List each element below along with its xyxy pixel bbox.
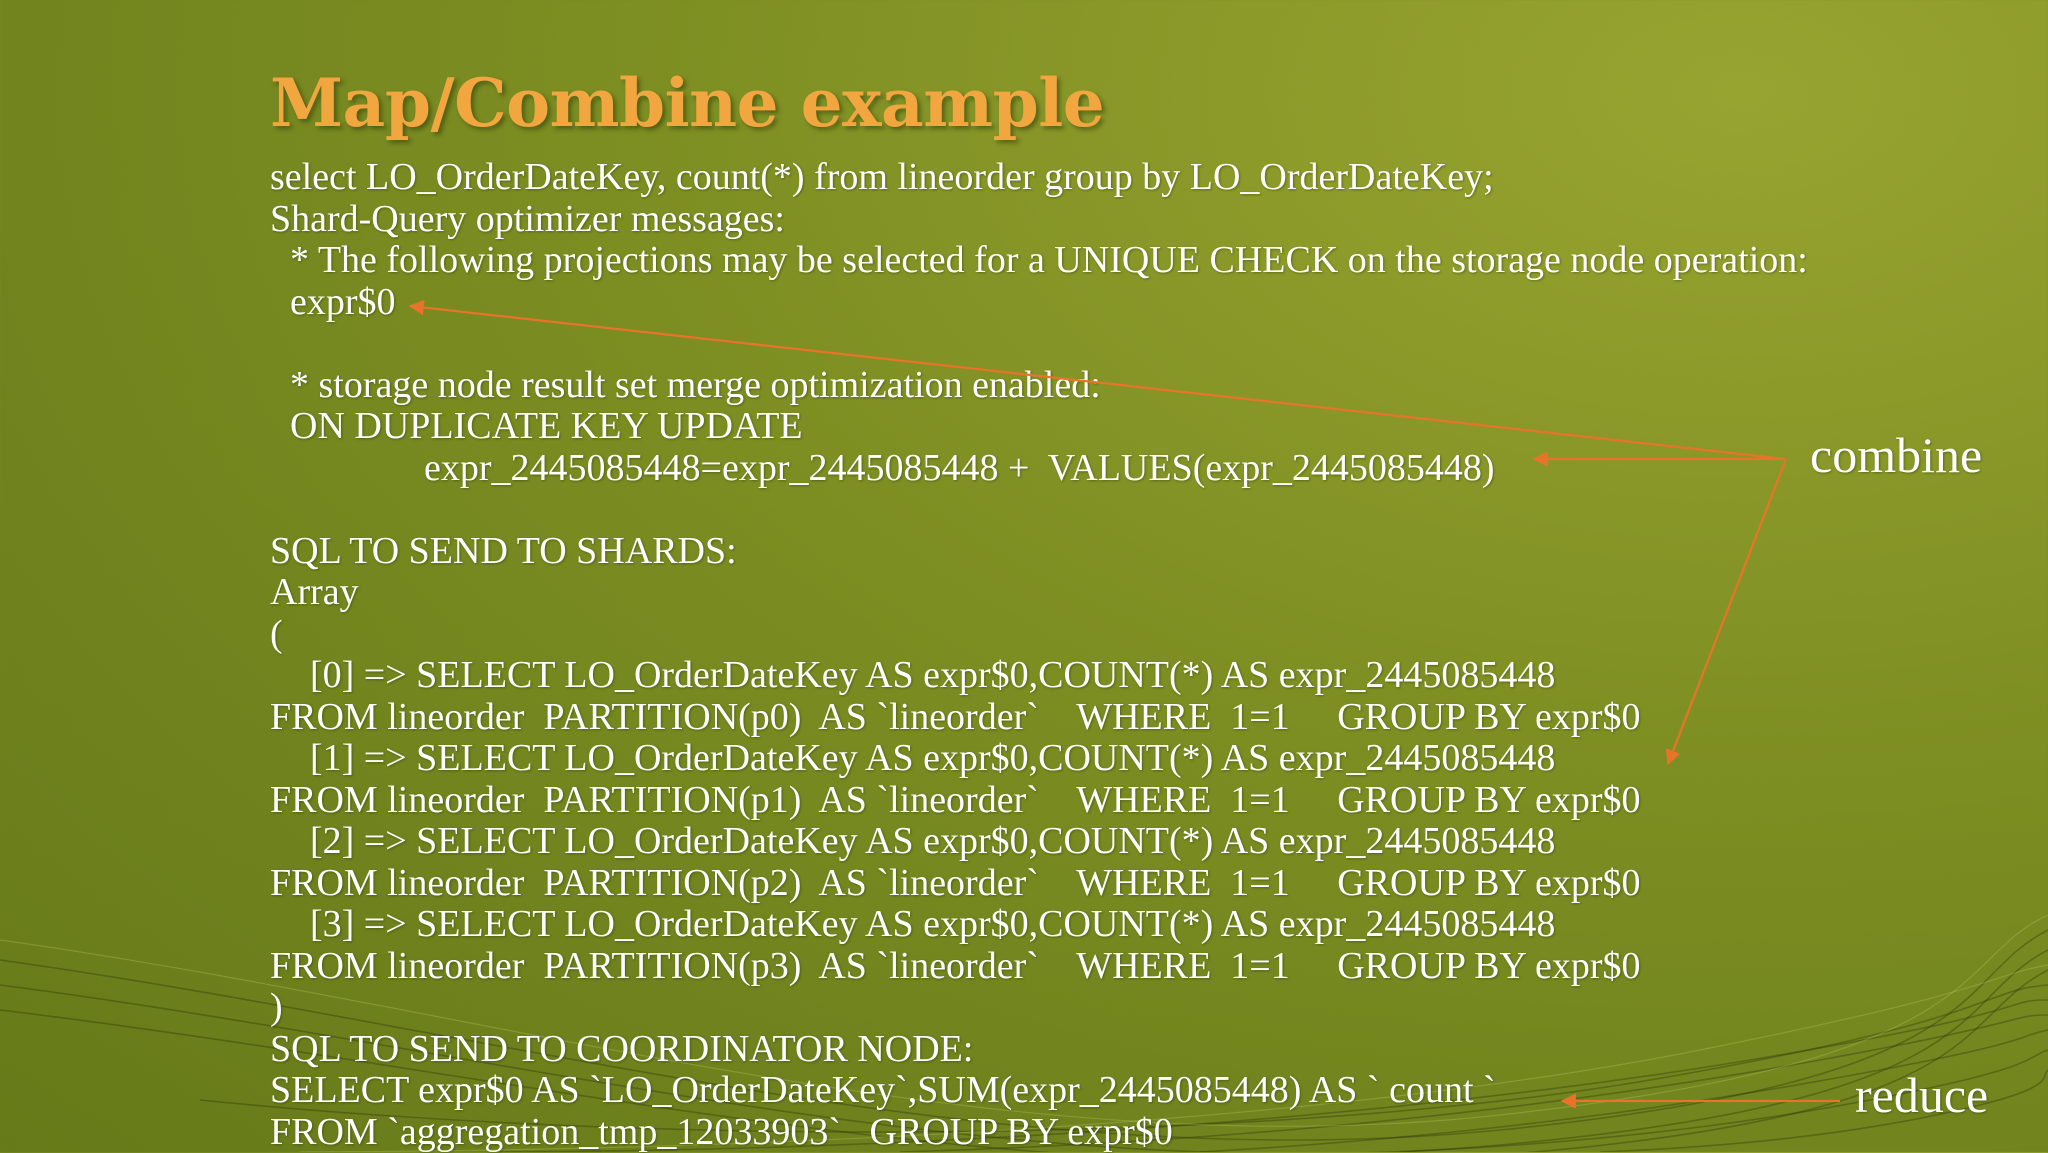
body-line: [0] => SELECT LO_OrderDateKey AS expr$0,COUNT(*) AS expr_2445085448 <box>270 655 1910 697</box>
body-line: FROM lineorder PARTITION(p2) AS `lineorder` WHERE 1=1 GROUP BY expr$0 <box>270 863 1910 905</box>
body-line-blank <box>270 323 1910 365</box>
body-line: expr$0 <box>270 282 1910 324</box>
body-line: ( <box>270 614 1910 656</box>
body-line-blank <box>270 489 1910 531</box>
body-line: Array <box>270 572 1910 614</box>
body-line: [2] => SELECT LO_OrderDateKey AS expr$0,COUNT(*) AS expr_2445085448 <box>270 821 1910 863</box>
body-line: * storage node result set merge optimization enabled: <box>270 365 1910 407</box>
reduce-annotation-label: reduce <box>1855 1066 1988 1124</box>
body-line: ) <box>270 987 1910 1029</box>
body-line: [1] => SELECT LO_OrderDateKey AS expr$0,COUNT(*) AS expr_2445085448 <box>270 738 1910 780</box>
body-line: SQL TO SEND TO SHARDS: <box>270 531 1910 573</box>
body-line: [3] => SELECT LO_OrderDateKey AS expr$0,COUNT(*) AS expr_2445085448 <box>270 904 1910 946</box>
body-line: * The following projections may be selected for a UNIQUE CHECK on the storage node operation: <box>270 240 1910 282</box>
body-line: FROM lineorder PARTITION(p3) AS `lineorder` WHERE 1=1 GROUP BY expr$0 <box>270 946 1910 988</box>
body-line: Shard-Query optimizer messages: <box>270 199 1910 241</box>
body-line: expr_2445085448=expr_2445085448 + VALUES(expr_2445085448) <box>270 448 1910 490</box>
combine-annotation-label: combine <box>1810 426 1982 484</box>
slide-title: Map/Combine example <box>270 64 1104 142</box>
body-line: select LO_OrderDateKey, count(*) from lineorder group by LO_OrderDateKey; <box>270 157 1910 199</box>
body-line: FROM lineorder PARTITION(p1) AS `lineorder` WHERE 1=1 GROUP BY expr$0 <box>270 780 1910 822</box>
body-line: FROM lineorder PARTITION(p0) AS `lineorder` WHERE 1=1 GROUP BY expr$0 <box>270 697 1910 739</box>
body-line: FROM `aggregation_tmp_12033903` GROUP BY expr$0 <box>270 1112 1910 1153</box>
slide-body <box>270 157 1910 1153</box>
body-line: SQL TO SEND TO COORDINATOR NODE: <box>270 1029 1910 1071</box>
body-line: SELECT expr$0 AS `LO_OrderDateKey`,SUM(expr_2445085448) AS ` count ` <box>270 1070 1910 1112</box>
body-line: ON DUPLICATE KEY UPDATE <box>270 406 1910 448</box>
